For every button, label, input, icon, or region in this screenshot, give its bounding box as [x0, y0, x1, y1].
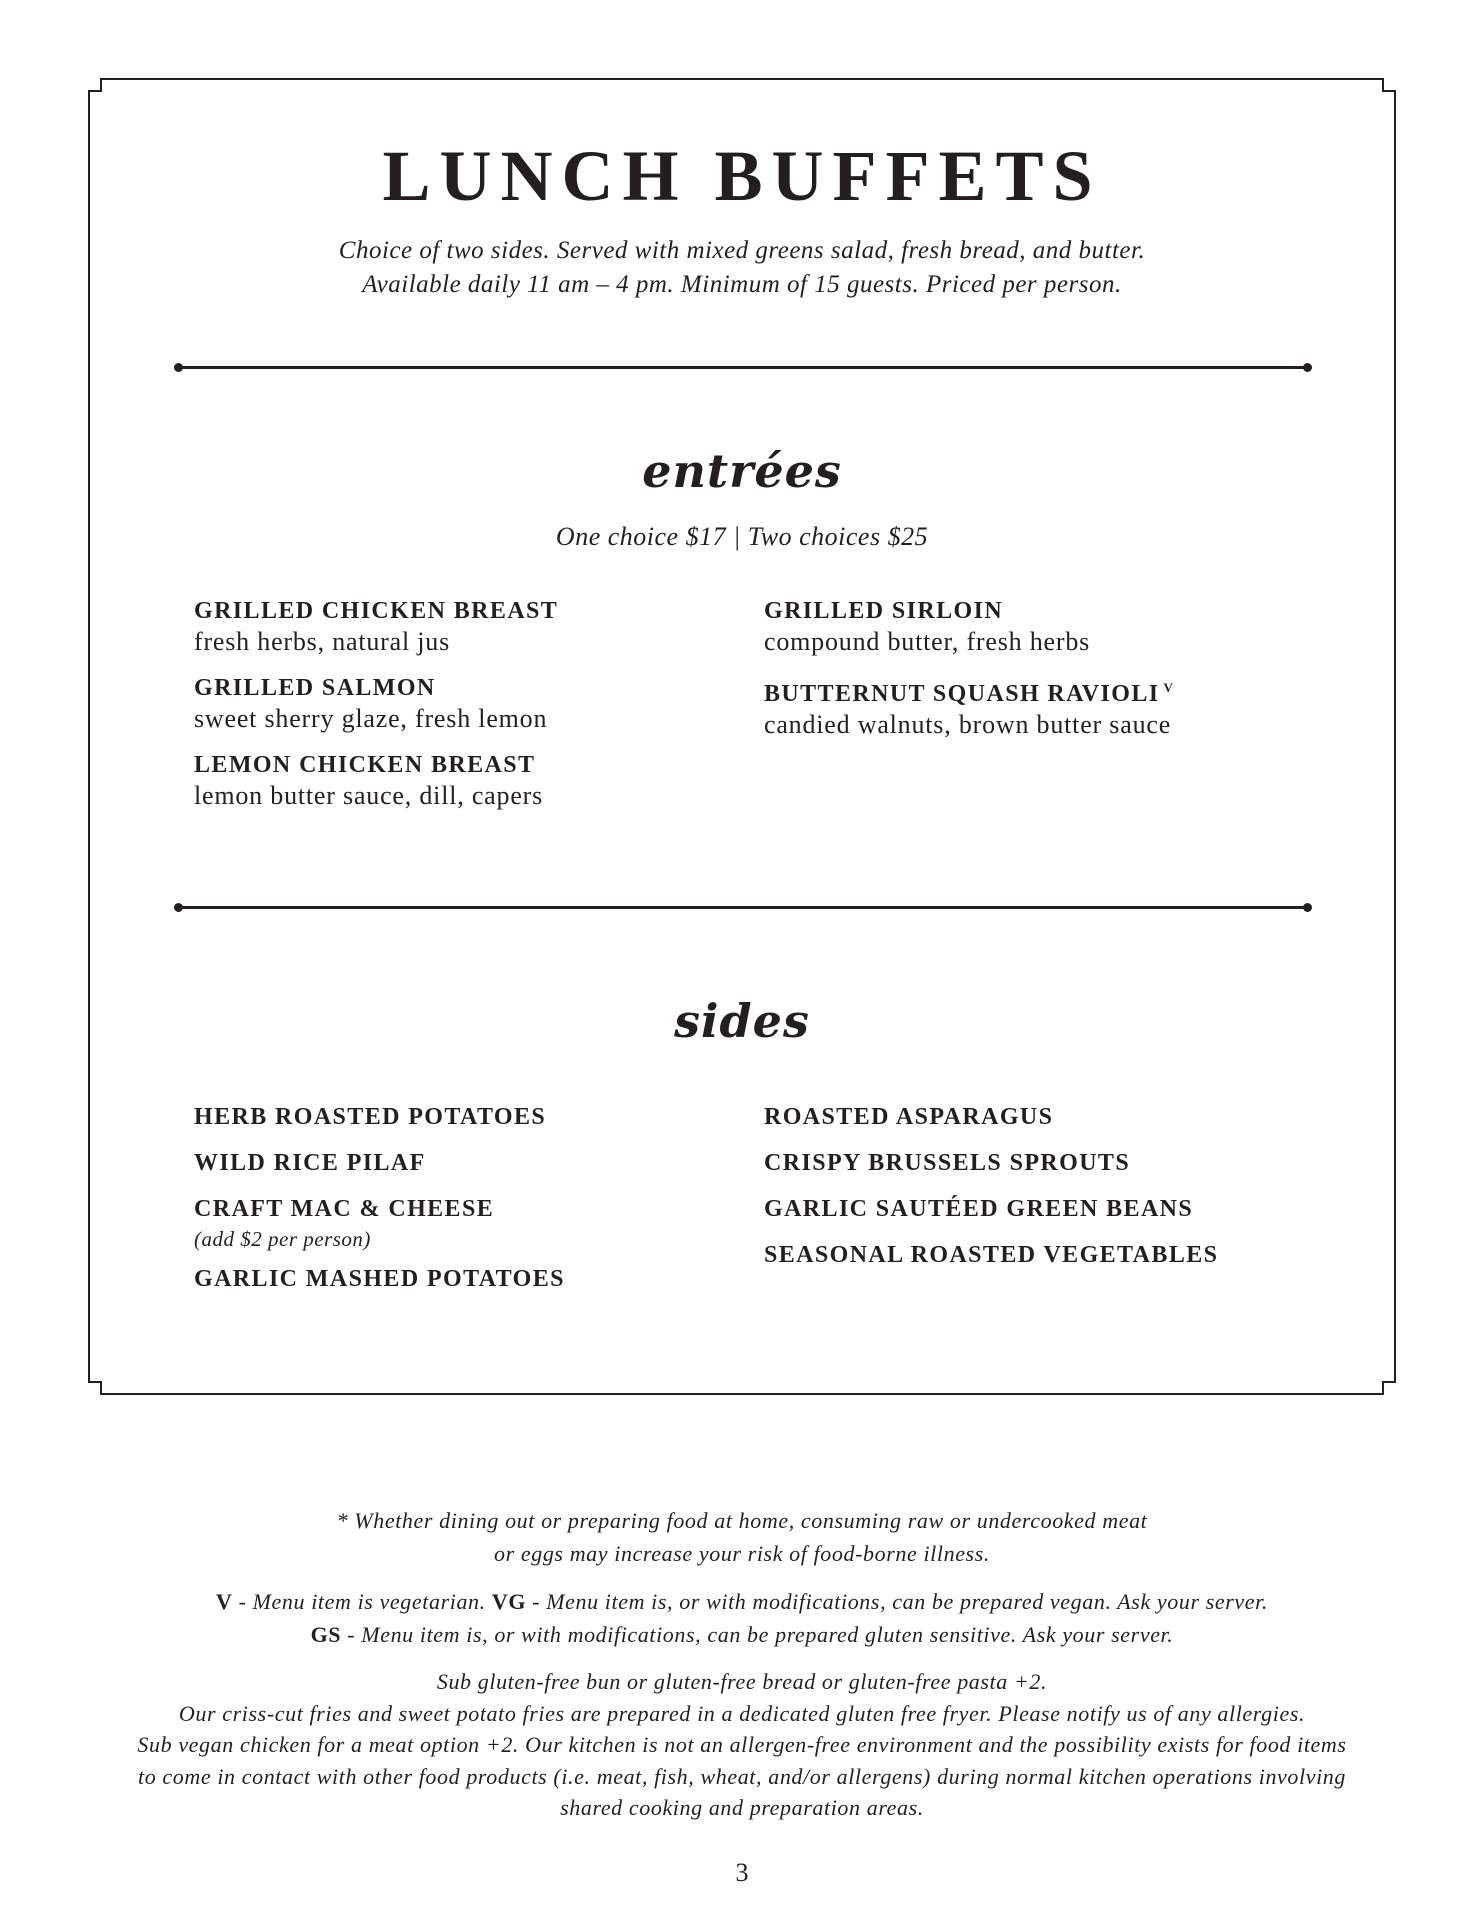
- menu-item: [194, 673, 714, 734]
- legend-text: - Menu item is vegetarian.: [232, 1589, 492, 1614]
- side-item: ROASTED ASPARAGUS: [764, 1104, 1054, 1130]
- subtitle-line: Available daily 11 am – 4 pm. Minimum of 15 guests. Priced per person.: [362, 271, 1122, 298]
- entrees-heading: entrées: [642, 444, 842, 498]
- menu-item-name: BUTTERNUT SQUASH RAVIOLI: [764, 681, 1160, 707]
- warning-line: * Whether dining out or preparing food at home, consuming raw or undercooked meat: [336, 1508, 1148, 1533]
- menu-item-name: GRILLED SIRLOIN: [764, 598, 1004, 624]
- side-item: GARLIC SAUTÉED GREEN BEANS: [764, 1196, 1194, 1222]
- frame-corner: [88, 78, 102, 92]
- divider-rule: [178, 906, 1308, 909]
- vegetarian-tag: V: [1163, 680, 1175, 695]
- note-line: Sub gluten-free bun or gluten-free bread or gluten-free pasta +2.: [436, 1669, 1048, 1694]
- note-line: to come in contact with other food products (i.e. meat, fish, wheat, and/or allergens) during normal kitchen operations involving: [137, 1763, 1347, 1789]
- legend-line: [60, 1618, 1424, 1651]
- menu-item: [194, 750, 714, 811]
- page-title: LUNCH BUFFETS: [382, 136, 1102, 216]
- entrees-left-column: [194, 596, 714, 827]
- side-item-note: (add $2 per person): [194, 1227, 371, 1251]
- side-item: HERB ROASTED POTATOES: [194, 1104, 547, 1130]
- menu-item-description: fresh herbs, natural jus: [194, 627, 451, 656]
- sides-heading: sides: [674, 994, 810, 1048]
- subtitle-line: Choice of two sides. Served with mixed greens salad, fresh bread, and butter.: [338, 237, 1146, 264]
- note-line: Our criss-cut fries and sweet potato fries are prepared in a dedicated gluten free fryer. Please notify us of any allergies.: [178, 1700, 1306, 1726]
- menu-item-name: GRILLED CHICKEN BREAST: [194, 598, 559, 624]
- menu-item-name: GRILLED SALMON: [194, 675, 436, 701]
- entrees-pricing: One choice $17 | Two choices $25: [555, 522, 929, 551]
- legend-text: - Menu item is, or with modifications, can be prepared vegan. Ask your server.: [526, 1589, 1268, 1614]
- menu-item-name: LEMON CHICKEN BREAST: [194, 752, 536, 778]
- side-item: SEASONAL ROASTED VEGETABLES: [764, 1242, 1219, 1268]
- side-item: WILD RICE PILAF: [194, 1150, 426, 1176]
- legend-line: [60, 1585, 1424, 1618]
- menu-item-description: candied walnuts, brown butter sauce: [764, 710, 1172, 739]
- warning-line: or eggs may increase your risk of food-borne illness.: [494, 1541, 990, 1566]
- entrees-right-column: [764, 596, 1324, 756]
- note-line: Sub vegan chicken for a meat option +2. Our kitchen is not an allergen-free environment and the possibility exists for food items: [137, 1732, 1347, 1757]
- sides-right-column: [764, 1102, 1324, 1286]
- menu-item: [764, 673, 1324, 740]
- food-safety-warning: [60, 1504, 1424, 1570]
- menu-item-name-row: [764, 673, 1324, 709]
- note-line: shared cooking and preparation areas.: [560, 1795, 924, 1820]
- frame-corner: [88, 1381, 102, 1395]
- legend-code: VG: [491, 1589, 527, 1614]
- side-item: CRISPY BRUSSELS SPROUTS: [764, 1150, 1131, 1176]
- side-item: CRAFT MAC & CHEESE: [194, 1196, 495, 1222]
- menu-item-description: lemon butter sauce, dill, capers: [194, 781, 544, 810]
- legend-text: - Menu item is, or with modifications, can be prepared gluten sensitive. Ask your server.: [341, 1622, 1174, 1647]
- sides-left-column: [194, 1102, 714, 1310]
- menu-item-description: compound butter, fresh herbs: [764, 627, 1091, 656]
- menu-item: [194, 596, 714, 657]
- legend-code: GS: [310, 1622, 342, 1647]
- frame-corner: [1382, 78, 1396, 92]
- page-number: 3: [735, 1858, 749, 1887]
- legend-code: V: [216, 1589, 233, 1614]
- subtitle: [0, 234, 1484, 302]
- menu-item-description: sweet sherry glaze, fresh lemon: [194, 704, 548, 733]
- side-item: GARLIC MASHED POTATOES: [194, 1266, 565, 1292]
- divider-rule: [178, 366, 1308, 369]
- allergen-notes: [60, 1666, 1424, 1824]
- frame-corner: [1382, 1381, 1396, 1395]
- dietary-legend: [60, 1585, 1424, 1651]
- side-item-group: [194, 1194, 714, 1252]
- menu-item: [764, 596, 1324, 657]
